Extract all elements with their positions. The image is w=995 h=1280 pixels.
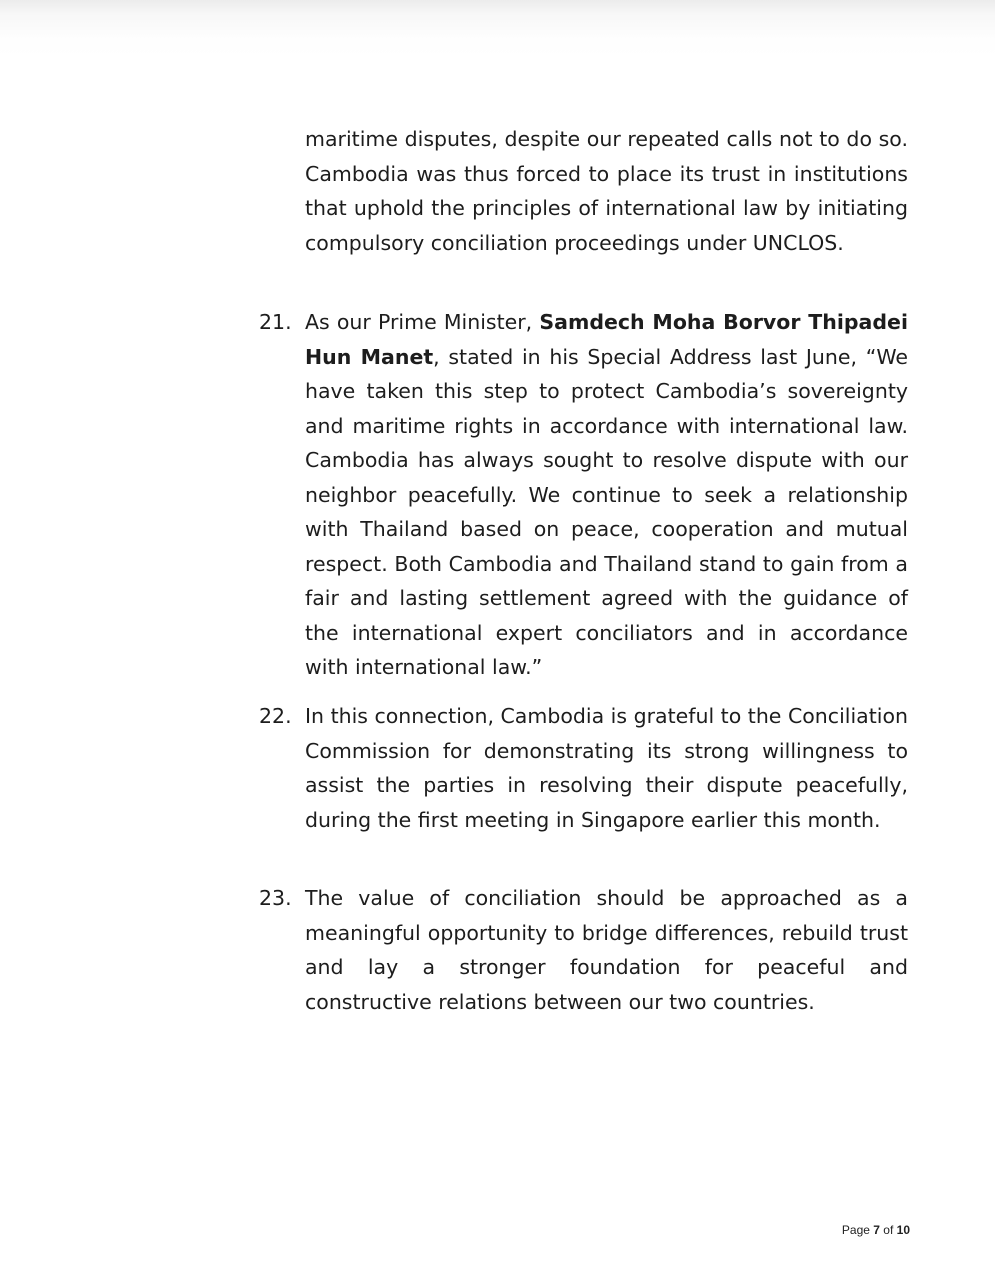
paragraph-21-lead: As our Prime Minister, (305, 310, 540, 334)
paragraph-number-22: 22. (259, 704, 292, 728)
paragraph-number-21: 21. (259, 310, 292, 334)
prime-minister-name: Samdech Moha Borvor Thipadei Hun Manet (305, 310, 908, 369)
paragraph-number-23: 23. (259, 886, 292, 910)
paragraph-22: In this connection, Cambodia is grateful to the Conciliation Commission for demonstrating its strong willingness to assist the parties in resolving their dispute peacefully, during the first meeting in Singapore earlier this month. (305, 704, 908, 832)
paragraph-23: The value of conciliation should be approached as a meaningful opportunity to bridge differences, rebuild trust and lay a stronger foundation for peaceful and constructive relations between our two countries. (305, 886, 908, 1014)
paragraph-continuation: maritime disputes, despite our repeated calls not to do so. Cambodia was thus forced to place its trust in institutions that uphold the principles of international law by initiating compulsory conciliation proceedings under UNCLOS. (305, 127, 908, 255)
footer-page-word: Page (841, 1223, 874, 1237)
footer-total-pages: 10 (896, 1223, 910, 1237)
paragraph-21-rest: , stated in his Special Address last June, “We have taken this step to protect Cambodia’s sovereignty and maritime rights in accordance with international law. Cambodia has always sought to resolve dispute with our neighbor peacefully. We continue to seek a relationship with Thailand based on peace, cooperation and mutual respect. Both Cambodia and Thailand stand to gain from a fair and lasting settlement agreed with the guidance of the international expert conciliators and in accordance with international law.” (305, 344, 908, 679)
footer-current-page: 7 (873, 1223, 880, 1237)
footer-of-word: of (879, 1223, 897, 1237)
page-footer (780, 1223, 910, 1237)
paragraph-21 (305, 305, 908, 685)
